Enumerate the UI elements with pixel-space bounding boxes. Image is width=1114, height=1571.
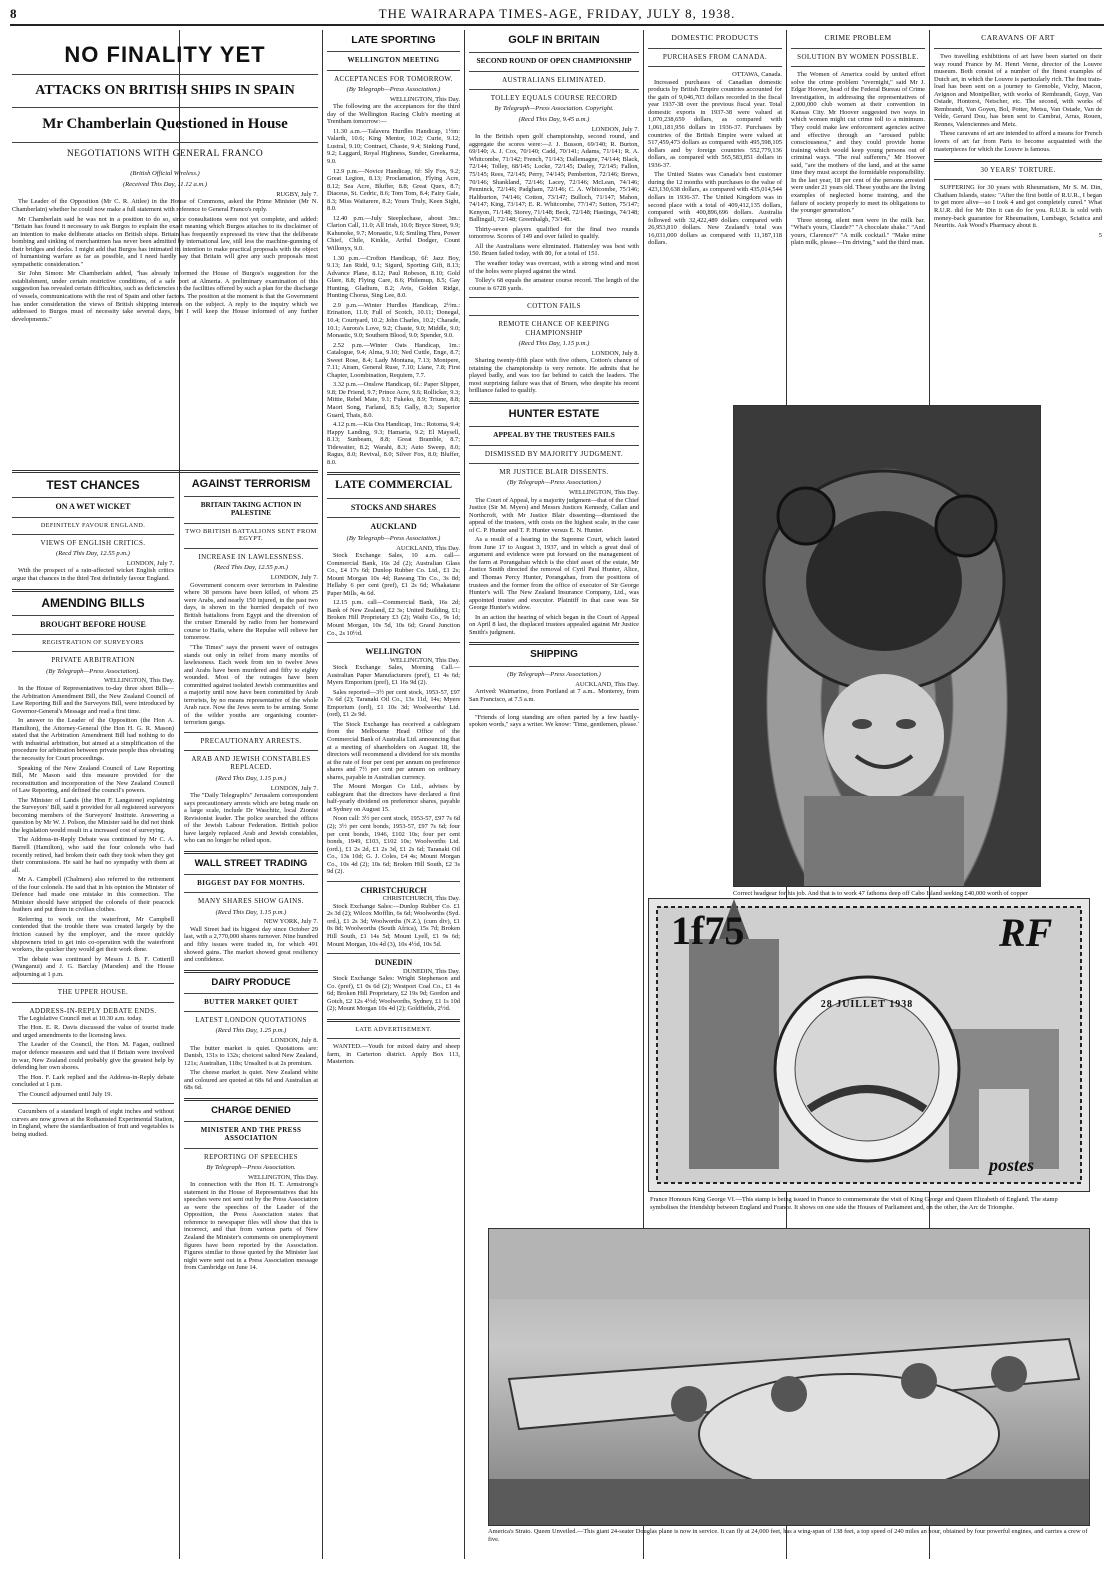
paragraph: The Leader of the Opposition (Mr C. R. Attlee) in the House of Commons, asked the Prime Minister (Mr N. Chamberlain) whether he could now make a full statement with reference to General Franco's reply.	[12, 198, 318, 213]
photo-stamp	[648, 898, 1090, 1192]
paragraph: Government concern over terrorism in Palestine where 38 persons have been killed, of whom 25 were Arabs, and nearly 150 injured, in the past two days, is shown in the hurried despatch of two British battalions from Egypt and the diversion of the cruiser Emerald by radio from her homeward course to Haifa, where the Repulse will relieve her tomorrow.	[184, 581, 318, 642]
dateline: CHRISTCHURCH, This Day.	[382, 895, 460, 903]
paragraph: 12.40 p.m.—July Steeplechase, about 3m.: Clarion Call, 11.0; All Irish, 10.0; Bryce Street, 9.9; Kahunoke, 9.7; Monastic, 9.6; Smiling Thru, Power Chief, Chile, Kinkle, Artful Dodger, Count Willonyx, 9.0.	[327, 214, 460, 253]
classified-ad: WANTED.—Youth for mixed dairy and sheep farm, in Carterton district. Apply Box 113, Masterton.	[327, 1043, 460, 1066]
received: (Recd This Day, 1.25 p.m.)	[215, 1027, 287, 1035]
paragraph: Sales reported—3½ per cent stock, 1953-57, £97 7s 6d (2); Taranaki Oil Co., 13s 11d, 14s; Myers Emporium (ord), £1 10s 3d; Woolworths' Ltd. (ord), £1 2s 9d.	[327, 688, 460, 719]
headline-charge-denied: CHARGE DENIED	[211, 1104, 291, 1116]
paragraph: 3.32 p.m.—Onslow Handicap, 6f.: Paper Slipper, 9.8; De Friend, 9.7; Prince Acre, 9.6; Rollicker, 9.3; Mittie, Rebel Mate, 9.1; Fukeko, 8.9; Triune, 8.8; Maori Song, Farland, 8.5; Gally, 8.3; Superior Guard, Thais, 8.0.	[327, 381, 460, 419]
dateline: LONDON, July 7.	[126, 559, 174, 567]
dateline: OTTAWA, Canada.	[732, 71, 782, 79]
paragraph: 12.15 p.m. call—Commercial Bank, 16s 2d; Bank of New Zealand, £2 3s; United Building, £1; Broken Hill Proprietary £3 (2); Waihi Co., 9s 1d; Mount Morgan, 10s 5d, 10s 6d; Grand Junction Co., 2s 10½d.	[327, 599, 460, 637]
credit: (British Official Wireless.)	[130, 170, 200, 178]
headline-amending-bills: AMENDING BILLS	[41, 595, 145, 610]
headline-wall-street: WALL STREET TRADING	[194, 857, 308, 869]
dateline: NEW YORK, July 7.	[263, 918, 318, 926]
subhead: TOLLEY EQUALS COURSE RECORD	[490, 93, 618, 102]
headline-no-finality: NO FINALITY YET	[64, 42, 266, 67]
paragraph: Sharing twenty-fifth place with five others, Cotton's chance of retaining the championship is very remote. He admits that he played badly, and was too far behind to catch the leaders. The most surprising failure was that of Bruen, who despite his recent brilliance failed to qualify.	[469, 357, 639, 395]
article-no-finality	[12, 30, 318, 470]
dateline: LONDON, July 8.	[270, 1037, 318, 1045]
column-5	[648, 30, 782, 398]
paragraph: The Council adjourned until July 19.	[18, 1090, 113, 1098]
credit: By Telegraph—Press Association. Copyright.	[494, 105, 614, 113]
subhead: BUTTER MARKET QUIET	[204, 997, 298, 1006]
credit: (By Telegraph—Press Association).	[46, 667, 140, 675]
subhead: TWO BRITISH BATTALIONS SENT FROM EGYPT.	[185, 527, 317, 543]
column-7	[934, 30, 1102, 398]
headline-crime-problem: CRIME PROBLEM	[824, 33, 892, 42]
paragraph: The Court of Appeal, by a majority judgment—that of the Chief Justice (Sir M. Myers) and Messrs Justices Kennedy, Callan and Northcroft, with Mr Justice Blair dissenting—dismissed the appeal of the trustees, with costs on the highest scale, in the case of C. P. Hunter and T. P. Hunter versus E. N. Hunter.	[469, 496, 639, 534]
subhead: WELLINGTON	[365, 647, 422, 657]
subhead: SOLUTION BY WOMEN POSSIBLE.	[797, 52, 919, 61]
column-4	[469, 30, 639, 1045]
paragraph: In the House of Representatives to-day three short Bills—the Arbitration Amendment Bill, the New Zealand Council of Law Reporting Bill and the Surveyors Bill, were introduced by Governor-General's Message and read a first time.	[12, 685, 174, 715]
paragraph: In answer to the Leader of the Opposition (the Hon A. Hamilton), the Attorney-General (the Hon H. G. R. Mason) stated that the Arbitration Amendment Bill had nothing to do with industrial arbitration, but aimed at a simplification of the procedure for arbitration between private people thus obviating the necessity for Court proceedings.	[12, 717, 174, 762]
column-3	[327, 30, 460, 1555]
subhead: BRITAIN TAKING ACTION IN PALESTINE	[200, 500, 302, 518]
headline-negotiations: NEGOTIATIONS WITH GENERAL FRANCO	[66, 149, 264, 160]
paragraph: All the Australians were eliminated. Hattersley was best with 150. Bruen failed today, with 80, for a total of 151.	[469, 242, 639, 258]
paragraph: Stock Exchange Sales, Morning Call.—Australian Paper Manufacturers (pref), £1 4s 6d; Myers Emporium (pref), £1 16s 9d (2).	[327, 664, 460, 687]
subhead: PURCHASES FROM CANADA.	[662, 52, 768, 61]
headline-late-commercial: LATE COMMERCIAL	[334, 479, 453, 492]
paragraph: 1.30 p.m.—Crofton Handicap, 6f: Jazz Boy, 9.13; Jan Ridd, 9.1; Sigurd, Sporting Gift, 8.13; Advance Plane, 8.12; Paul Robeson, 8.10; Gold Glare, 8.8; Flying Care, 8.6; Philemup, 8.5; Gay Hunting, Gladium, 8.2; Avis, Golden Ridge, Hunting Chorus, Sing Lee, 8.0.	[327, 254, 460, 300]
headline-attacks: ATTACKS ON BRITISH SHIPS IN SPAIN	[35, 82, 295, 98]
subhead: WELLINGTON MEETING	[347, 56, 440, 65]
received: (Recd This Day, 9.45 a.m.)	[518, 115, 590, 123]
credit: (By Telegraph—Press Association.)	[346, 85, 441, 93]
subhead: INCREASE IN LAWLESSNESS.	[198, 553, 304, 562]
subhead: MANY SHARES SHOW GAINS.	[197, 897, 305, 906]
advertisement: SUFFERING for 30 years with Rheumatism, Mr S. M. Din, Chatham Islands, states: "After the first bottle of R.U.R., I began to get more alive—so I took 4 and got completely cured." What R.U.R. did for Mr Din it can do for you. R.U.R. is sold with money-back guarantee for Rheumatism, Lumbago, Sciatica and Neuritis. Ask Wood's Pharmacy about it.	[934, 184, 1102, 230]
paragraph: With the prospect of a rain-affected wicket English critics argue that chances in the third Test definitely favour England.	[12, 567, 174, 583]
dateline: AUCKLAND, This Day.	[396, 544, 460, 552]
paragraph: The cheese market is quiet. New Zealand white and coloured are quoted at 68s 6d and Australian at 68s 6d.	[184, 1069, 318, 1092]
subhead: VIEWS OF ENGLISH CRITICS.	[40, 538, 146, 547]
paragraph: The Address-in-Reply Debate was continued by Mr C. A. Barrell (Hamilton), who said the four colonels who had recently retired, had broken their oath they took when they got their commissions. He said he had no sympathy with them at all.	[12, 836, 174, 874]
paragraph: Thirty-seven players qualified for the final two rounds tomorrow. Scores of 149 and over failed to qualify.	[469, 225, 639, 241]
headline-dairy-produce: DAIRY PRODUCE	[211, 976, 291, 988]
headline-hunter-estate: HUNTER ESTATE	[508, 408, 600, 421]
ad-number: 5	[1098, 231, 1102, 239]
paragraph: Stock Exchange Sales: Wright Stephenson and Co. (pref), £1 0s 6d (2); Westport Coal Co., £1 4s 6d; Broken Hill Proprietary, £2 19s 9d; Gordon and Gotch, £2 12s 4½d; Woolworths, Sydney, £1 1s 10d (2); Mount Morgan 10s 4d (2); Goldfields, 2½d.	[327, 975, 460, 1013]
subhead: LATEST LONDON QUOTATIONS	[195, 1016, 307, 1025]
paragraph: The Mount Morgan Co Ltd., advises by cablegram that the directors have declared a first half-yearly dividend on preference shares, payable at Sydney on August 15.	[327, 783, 460, 813]
paragraph: Wall Street had its biggest day since October 29 last, with a 2,770,000 shares turnover. Nine hundred and fifty issues were traded in, for which 491 showed gains. The market showed great resiliency and confidence.	[184, 925, 318, 964]
paragraph: Arrived: Waimarino, from Portland at 7 a.m.. Monterey, from San Francisco, at 7.5 a.m.	[469, 688, 639, 704]
subhead: ON A WET WICKET	[55, 502, 131, 512]
column-2-lower	[184, 476, 318, 1556]
received: (Recd This Day, 1.15 p.m.)	[518, 339, 590, 347]
paragraph: The following are the acceptances for the third day of the Wellington Racing Club's meeting at Trentham tomorrow:—	[327, 103, 460, 126]
photo-diver	[733, 405, 1041, 887]
credit: (By Telegraph—Press Association.)	[507, 671, 601, 679]
subhead: DUNEDIN	[374, 958, 413, 968]
headline-shipping: SHIPPING	[530, 649, 578, 661]
paragraph: In the British open golf championship, second round, and aggregate the scores were:—J. J. Busson, 69/140; R. Burton, 69/140; A. J. Cox, 70/140; Cadd, 70/141; Adams, 71/141; R. A. Whitcombe, 71/142; French, 71/143; Dallemagne, 74/144; Black, 72/144; Tolley, 68/145; Locke, 72/145; Dailey, 72/145; Fallon, 75/145; Rees, 72/145; Perry, 74/145; Pemberton, 72/146; Brews, 70/146; Shankland, 72/146; Lacey, 72/146; McLean, 74/146; Penninck, 72/146; Padgham, 72/146; C. A. Whitcombe, 75/146; Haliburton, 74/146; Cotton, 73/147; Bulloch, 71/147; Mahon, 74/147; King, 73/147; E. R. Whitcombe, 77/147; Sutton, 75/147; Kenyon, 71/148; Storey, 71/148; Beck, 72/148; Hastings, 74/148; Ballingall, 72/148; Greenhalgh, 73/148.	[469, 133, 639, 224]
subhead: CHRISTCHURCH	[360, 885, 427, 895]
paragraph: "The Times" says the present wave of outrages stands out only in relief from many months of lawlessness. Each week from ten to twelve Jews and Arabs have been murdered and fifty to eighty wounded. Most of the outrages have been committed against isolated Jewish communities and a majority until now have been committed by Arab terrorists, by no means representative of the whole Arab race. Now the Jews seem to be arming. Some of the wilder youths are organising counter-terrorism gangs.	[184, 643, 318, 727]
paragraph: The Hon. F. Lark replied and the Address-in-Reply debate concluded at 1 p.m.	[12, 1073, 174, 1089]
received: (Recd This Day, 1.15 p.m.)	[215, 908, 287, 916]
dateline: RUGBY, July 7.	[276, 190, 318, 198]
paragraph: Increased purchases of Canadian domestic products by British Empire countries accounted for the gain of 9,046,703 dollars recorded in the fiscal year 1937-38 over the previous fiscal year. Total domestic exports in 1937-38 were valued at 1,070,238,659 dollars, as compared with 1,061,181,956 dollars in 1936-37. Purchases by countries of the British Empire were valued at 517,459,473 dollars as compared with 495,598,105 dollars and by foreign countries 552,779,136 dollars, as compared with 565,583,851 dollars in 1936-37.	[648, 78, 782, 169]
paragraph: The Stock Exchange has received a cablegram from the Melbourne Head Office of the Commercial Bank of Australia Ltd. announcing that at a meeting of shareholders on August 18, the directors will recommend a dividend for six months at the rate of four per cent per annum on preference shares and 7½ per cent per annum on ordinary shares, payable in Australian currency.	[327, 720, 460, 781]
received: (Recd This Day, 1.15 p.m.)	[215, 774, 287, 782]
paragraph: Speaking of the New Zealand Council of Law Reporting Bill, Mr Mason said this measure provided for the reconstitution and incorporation of the New Zealand Council of Law Reporting, and defined the council's powers.	[12, 764, 174, 795]
paragraph: The Minister of Lands (the Hon F. Langstone) explaining the Surveyors' Bill, said it provided for all registered surveyors becoming members of the Surveyors' Institute. Answering a question by Mr W. J. Polson, the Minister said he did not think the legislation would result in a increased cost of surveying.	[12, 796, 174, 834]
paragraph: 2.52 p.m.—Winter Oats Handicap, 1m.: Catalogue, 9.4; Alma, 9.10; Ned Cuttle, Enge, 8.7; Sweet Rose, 8.4; Lady Montana, 7.13; Monipere, 7.11; Airam, General Ruse, 7.10; Liane, 7.8; First Chapter, Loombination, Requiem, 7.7.	[327, 341, 460, 379]
subhead: PRIVATE ARBITRATION	[51, 656, 135, 665]
plane-illustration	[489, 1229, 1089, 1525]
received: (Recd This Day, 12.55 p.m.)	[56, 550, 130, 558]
headline-domestic-products: DOMESTIC PRODUCTS	[671, 33, 759, 42]
paragraph: "Friends of long standing are often parted by a few hastily-spoken words," says a writer. We know: 'Time, gentlemen, please.'	[469, 713, 639, 729]
subhead: 30 YEARS' TORTURE.	[980, 166, 1056, 175]
headline-against-terrorism: AGAINST TERRORISM	[191, 478, 311, 490]
paragraph: 12.9 p.m.—Novice Handicap, 6f: Sly Fox, 9.2; Great Legion, 8.13; Proclamation, Flying Acre, 8.12; Sea Acre, Bluffer, 8.8; Great Quex, 8.7; Diaceus, St. Cedric, 8.6; Tom Tom, 8.4; Fairy Gale, 8.3; Miss Waitarere, 8.2; Yours Truly, Keen Sight, 8.0.	[327, 167, 460, 213]
subhead: ACCEPTANCES FOR TOMORROW.	[334, 74, 453, 83]
subhead: MR JUSTICE BLAIR DISSENTS.	[499, 467, 609, 476]
subhead: BIGGEST DAY FOR MONTHS.	[197, 879, 305, 888]
received: (Received This Day, 11.12 a.m.)	[122, 181, 208, 189]
headline-test-chances: TEST CHANCES	[46, 478, 140, 492]
dateline: WELLINGTON, This Day.	[390, 95, 460, 103]
paragraph: Tolley's 68 equals the amateur course record. The length of the course is 6728 yards.	[469, 277, 639, 292]
dateline: LONDON, July 7.	[270, 784, 318, 792]
subhead: PRECAUTIONARY ARRESTS.	[200, 736, 302, 745]
dateline: DUNEDIN, This Day.	[403, 967, 460, 975]
paragraph: Mr A. Campbell (Chalmers) also referred to the retirement of the four colonels. He said that in his opinion the Minister of Defence had made one mistake in this connection. The Minister should have stripped the colonels of their peacock feathers and put them in civilian clothes.	[12, 876, 174, 914]
paragraph: Referring to work on the waterfront, Mr Campbell contended that the trouble there was created largely by the friction caused by the employer, and the more quickly shipowners tried to get into co-operation with the waterfront workers, the quicker they would get their work done.	[12, 915, 174, 954]
paragraph: The butter market is quiet. Quotations are: Danish, 131s to 132s; choicest salted New Zealand, 121s; Australian, 118s; Unsalted is at 2s premium.	[184, 1044, 318, 1067]
dateline: WELLINGTON, This Day.	[104, 677, 174, 685]
dateline: LONDON, July 8.	[591, 349, 639, 357]
photo-stamp-caption: France Honours King George VI.—This stamp is being issued in France to commemorate the visit of King George and Queen Elizabeth of England. The stamp symbolises the friendship between England and France. It shows on one side the Houses of Parliament and, on the other, the Arc de Triomphe.	[650, 1196, 1058, 1211]
photo-plane	[488, 1228, 1090, 1526]
paragraph: Stock Exchange Sales:—Dunlop Rubber Co. £1 2s 3d (2); Wilcox Mofflin, 6s 6d; Woolworths (Syd. ord.), £1 2s 3d; Woolworths (N.Z.), (cum div), £1 0s 8d; Woolworths (South Africa), 15s 7d; Broken Hill South, £1 14s 5d; Mount Lyell, £1 9s 6d; Mount Morgan, 10s 4d (3), 10s 4½d, 10s 5d.	[327, 902, 460, 948]
dateline: LONDON, July 7.	[270, 574, 318, 582]
subhead: AUCKLAND	[370, 522, 417, 532]
subhead: DEFINITELY FAVOUR ENGLAND.	[40, 521, 146, 529]
paragraph: In an action the hearing of which began in the Court of Appeal on April 8 last, the displaced trustees appealed against Mr Justice Smith's judgment.	[469, 613, 639, 636]
headline-golf: GOLF IN BRITAIN	[508, 34, 600, 46]
paragraph: As a result of a hearing in the Supreme Court, which lasted from June 17 to August 3, 1937, and in which a great deal of argument and evidence were put forward on the management of the farm at Porangahau which is the chief asset of the estate, Mr Justice Smith directed the removal of Cyril Paul Hunter, Alice, and Thomas Percy Hunter, Porangahau, from the positions of trustees and the former from the office of executor of Sir George Hunter's will. The New Zealand Insurance Company, Ltd., was appointed trustee and executor. Plaintiff in that case was Sir George Hunter's widow.	[469, 536, 639, 612]
paragraph: The United States was Canada's best customer during the 12 months with purchases to the value of 423,130,638 dollars, as compared with 435,014,544 dollars in 1936-37. The United Kingdom was in second place with a total of 409,412,135 dollars, compared with 400,896,696 dollars. Australia followed with 32,422,489 dollars compared with 26,953,810 dollars. New Zealand's total was 16,031,000 dollars as compared with 11,187,118 dollars.	[648, 171, 782, 247]
paragraph: In connection with the Hon H. T. Armstrong's statement in the House of Representatives that his speeches were not sent out by the Press Association as were the speeches of the Leader of the Opposition, the Press Association states that reference to newspaper files will show that this is incorrect, and that from various parts of New Zealand the Minister's comments on unemployment figures have been reported by the Association. Figures similar to those quoted by the Minister last night were sent out in a Press Association message from Cambridge on June 14.	[184, 1181, 318, 1272]
received: (Recd This Day, 12.55 p.m.)	[214, 564, 288, 572]
paragraph: 2.9 p.m.—Winter Hurdles Handicap, 2½m.: Erination, 11.0; Full of Scotch, 10.11; Donegal, 10.4; Courtyard, 10.2; John Charles, 10.2; Charade, 10.1; Aurora's Love, 9.2; Chaste, 9.0; Middle, 9.0; Monastic, 9.0; Southern Blood, 9.0; Spender, 9.0.	[327, 301, 460, 340]
subhead: REGISTRATION OF SURVEYORS	[42, 639, 144, 647]
subhead: BROUGHT BEFORE HOUSE	[40, 619, 146, 629]
dateline: LONDON, July 7.	[591, 125, 639, 133]
paragraph: Stock Exchange Sales, 10 a.m. call—Commercial Bank, 16s 2d (2); Australian Glass Co., £4 17s 6d; Dunlop Rubber Co. Ltd., £1 2s; Mount Morgan 10s 4d; Rawang Tin Co., 3s 8d; Hellaby 6 per cent (pref), £1 2s 6d; Whakatane Paper Mills, 4s 6d.	[327, 552, 460, 597]
stamp-value: 1f75	[671, 908, 745, 953]
paragraph: Three strong, silent men were in the milk bar. "What's yours, Claude?" "A chocolate shake." "And yours, Clarence?" "A milk cocktail." "Make mine plain milk, please—I'm driving," said the third man.	[791, 216, 925, 247]
page-number: 8	[10, 6, 18, 21]
headline-late-sporting: LATE SPORTING	[351, 34, 436, 46]
subhead: LATE ADVERTISEMENT.	[355, 1025, 432, 1033]
masthead	[10, 6, 1104, 26]
subhead: ARAB AND JEWISH CONSTABLES REPLACED.	[191, 755, 311, 772]
credit: By Telegraph—Press Association.	[206, 1163, 296, 1171]
credit: (By Telegraph—Press Association.)	[507, 479, 601, 487]
subhead: ADDRESS-IN-REPLY DEBATE ENDS.	[29, 1006, 157, 1015]
paragraph: Two travelling exhibitions of art have been started on their way round France by M. Henri Verne, director of the Louvre museum. Both consist of a number of the finest examples of Dutch art, in which the Louvre is particularly rich. The first train-load has been sent on a journey to Grenoble, Vichy, Macon, Avignon and Montpellier, with works of Rembrandt, Guyp, Van Ostade, Hontorst, Netscher, etc. The second, with works of Rembrandt, Van Goyen, Bol, Potter, Metsu, Van Ostade, Van de Velde, Gerard Dou, has been sent to Cambrai, Arras, Rouen, Rennes, Valenciennes and Metz.	[934, 52, 1102, 128]
subhead: REPORTING OF SPEECHES	[204, 1152, 298, 1161]
photo-diver-caption: Correct headgear for his job. And that is to work 47 fathoms deep off Cabo Island seeking £40,000 worth of copper	[733, 890, 1028, 897]
headline-caravans-of-art: CARAVANS OF ART	[981, 33, 1055, 42]
photo-plane-caption: America's Strato. Queen Unveiled.—This giant 24-seater Douglas plane is now in service. It can fly at 24,000 feet, has a wing-span of 138 feet, a top speed of 240 miles an hour, obtained by four powerful engines, and carries a crew of five.	[488, 1528, 1088, 1543]
paragraph: The weather today was overcast, with a strong wind and most of the holes were played against the wind.	[469, 260, 639, 275]
subhead: COTTON FAILS	[527, 302, 581, 311]
headline-chamberlain: Mr Chamberlain Questioned in House	[42, 116, 288, 133]
credit: (By Telegraph—Press Association.)	[346, 534, 441, 542]
column-6	[791, 30, 925, 398]
stamp-date-band: 28 JUILLET 1938	[820, 999, 914, 1010]
dateline: AUCKLAND, This Day.	[575, 680, 639, 688]
paragraph: The Leader of the Council, the Hon. M. Fagan, outlined major defence measures and said that if Britain were involved in war, New Zealand could probably give the greatest help by defending her own shores.	[12, 1041, 174, 1072]
paragraph: Cucumbers of a standard length of eight inches and without curves are now grown at the Rothamsted Experimental Station, in England, where the standardisation of fruit and vegetables is being studied.	[12, 1108, 174, 1138]
paragraph: 11.30 a.m.—Talavera Hurdles Handicap, 1½m: Valarth, 10.6; King Mentor, 10.2; Curie, 9.12; Lustral, 9.10; Contract, Chaste, 9.4; Sinking Fund, 9.2; Laggard, Royal Highness, Sunder, Greekarma, 9.0.	[327, 127, 460, 166]
paragraph: The "Daily Telegraph's" Jerusalem correspondent says precautionary arrests which are being made on a large scale, include Dr Waschitz, local Zionist Revisionist leader. The police searched the offices of the Jewish Labour Federation. British police have largely replaced Arab and Jewish constables, who can no longer be relied upon.	[184, 792, 318, 845]
subhead: MINISTER AND THE PRESS ASSOCIATION	[200, 1126, 302, 1143]
dateline: WELLINGTON, This Day.	[569, 488, 639, 496]
paragraph: 4.12 p.m.—Kia Ora Handicap, 1m.: Rotoma, 9.4; Happy Landing, 9.3; Hamaria, 9.2; El Maysell, 8.13; Sunbeam, 8.8; Great Bramble, 8.7; Tidewaiter, 8.2; Warahi, 8.3; Auto Sweep, 8.0; Ragus, 8.0; Revival, 8.0; Silver Fox, 8.0; Bluffer, 8.0.	[327, 421, 460, 466]
dateline: WELLINGTON, This Day.	[390, 656, 460, 664]
stamp-postes: postes	[989, 1155, 1034, 1175]
subhead: AUSTRALIANS ELIMINATED.	[502, 75, 606, 84]
diver-helmet-illustration	[734, 406, 1040, 886]
paragraph: Noon call: 3½ per cent stock, 1953-57, £97 7s 6d (2); 3½ per cent bonds, 1953-57, £97 7s 6d; four per cent bonds, 1946, £102 10s; four per cent bonds, 1949, £103, £102 10s; Woolworths Ltd. (ord.), £1 2s 2d, £1 2s 3d, £1 2s 6d; Taranaki Oil Co., 13s 10d; G. J. Coles, £4 4s; Mount Morgan Co., 10s 4d (2); 10s 6d; Broken Hill South, £2 3s 9d (2).	[327, 815, 460, 876]
subhead: STOCKS AND SHARES	[350, 502, 437, 512]
dateline: WELLINGTON, This Day.	[248, 1173, 318, 1181]
paragraph: The Women of America could by united effort solve the crime problem "overnight," said Mr J. Edgar Hoover, head of the Federal Bureau of Crime Investigation, in addressing the representatives of 2,000,000 club women at their convention in Kansas City. Mr Hoover suggested two ways in which women might cut crime toll to a minimum. They could make law enforcement agencies active and effective through an "aroused public consciousness," and they could provide home training which would keep young persons out of criminal ways. "The real sufferers," Mr Hoover said, "are the mothers of the land, and at the same time they must accept the formidable responsibility. In the last year, 18 per cent of the persons arrested were under 21 years old. These youths are the living examples of neglected home training, and the failure of society properly to meet its obligations to the younger generation."	[791, 71, 925, 215]
subhead: DISMISSED BY MAJORITY JUDGMENT.	[484, 449, 624, 458]
stamp-monogram: RF	[999, 910, 1053, 955]
paragraph: The Hon. E. R. Davis discussed the value of tourist trade and urged amendments to the licensing laws.	[12, 1024, 174, 1039]
paragraph: These caravans of art are intended to afford a means for French lovers of art far from Paris to become acquainted with the masterpieces for which the Louvre is famous.	[934, 130, 1102, 153]
paragraph: The Legislative Council met at 10.30 a.m. today.	[18, 1014, 143, 1022]
masthead-title: THE WAIRARAPA TIMES-AGE, FRIDAY, JULY 8, 1938.	[378, 6, 736, 21]
subhead: APPEAL BY THE TRUSTEES FAILS	[493, 429, 615, 439]
subhead: SECOND ROUND OF OPEN CHAMPIONSHIP	[476, 55, 632, 65]
subhead: REMOTE CHANCE OF KEEPING CHAMPIONSHIP	[498, 320, 610, 337]
subhead: THE UPPER HOUSE.	[57, 988, 129, 997]
paragraph: The debate was continued by Messrs J. B. F. Cotterill (Wanganui) and J. G. Barclay (Marsden) and the House adjourning at 1 p.m.	[12, 955, 174, 978]
column-1-lower	[12, 476, 174, 1556]
paragraph: Sir John Simon: Mr Chamberlain added, "has already informed the House of Burgos's suggestion for the establishment, under certain restrictive conditions, of a safe port at Almeria. A preliminary examination of this suggestion has revealed certain difficulties, such as deficiencies in the facilities offered by such a plan for the discharge of vessels, communications with the rest of Spain and other factors. The position at the moment is that the Government has under consideration the views of British shipping interests on the subject. A reply to the inquiry which we addressed to Burgos must of necessity take several days, but I will keep the House informed of any further developments."	[12, 270, 318, 323]
paragraph: Mr Chamberlain said he was not in a position to do so, since consultations were not yet complete, and added: "Britain has found it necessary to ask Burgos to explain the exact meaning which Burgos attaches to its disclaimer of an intention to make deliberate attacks on British ships. Britain has frequently expressed its view that the deliberate bombing and sinking of merchantmen has never been admitted by international law, still less the machine-gunning of their bridges and decks. I might add that Burgos has intimated its intention to make practical proposals with the object of humanising warfare as far as possible, and I need hardly say that Britain will give any such proposals most sympathetic consideration."	[12, 215, 318, 268]
